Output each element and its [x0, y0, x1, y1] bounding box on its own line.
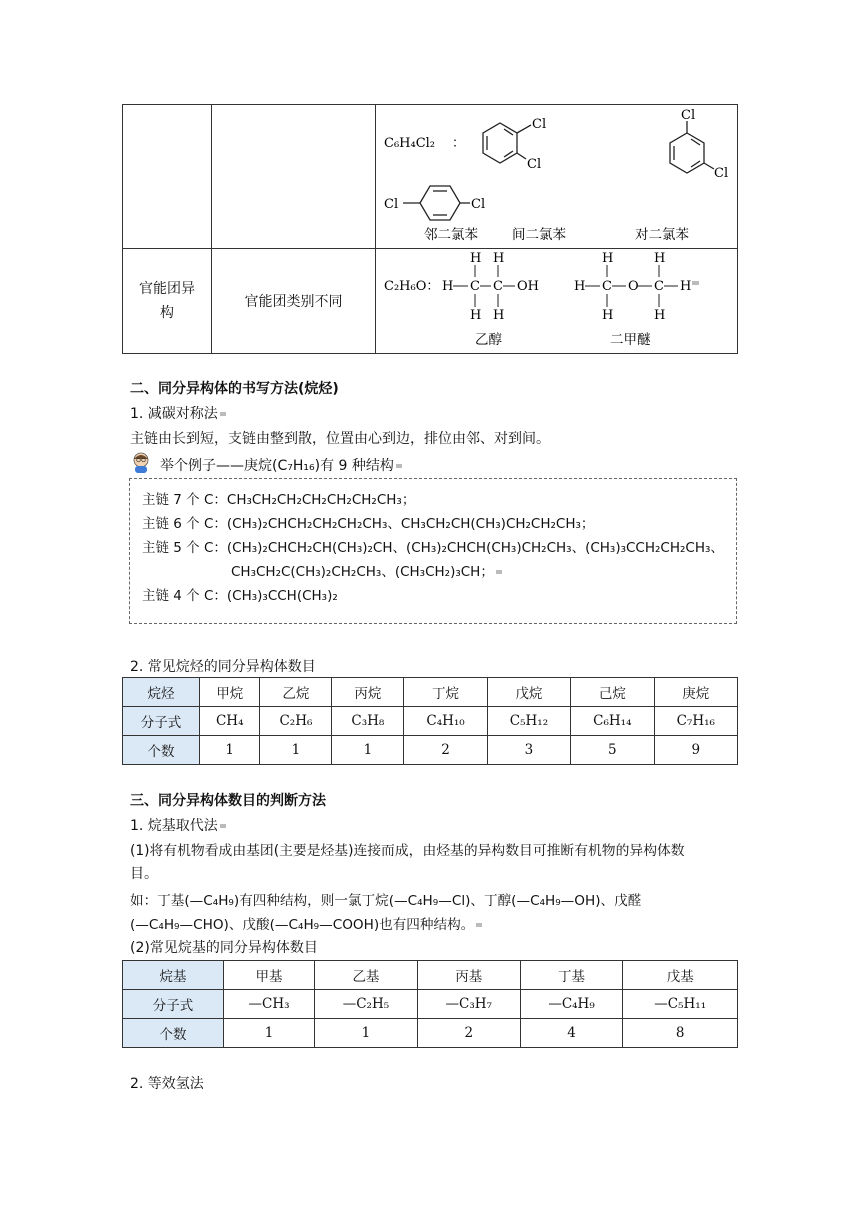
table-header-cell: 己烷: [571, 678, 654, 707]
subheading-carbon-reduction: 1. 减碳对称法: [130, 403, 226, 423]
svg-text:H: H: [442, 279, 454, 294]
alkyl-isomer-table: [122, 960, 738, 1048]
paragraph-3: (2)常见烷基的同分异构体数目: [130, 940, 318, 956]
formula-cell: C₂H₆: [260, 707, 332, 736]
formula-cell: C₃H₈: [332, 707, 404, 736]
count-cell: 2: [417, 1019, 520, 1048]
count-cell: 4: [520, 1019, 623, 1048]
svg-text:Cl: Cl: [681, 108, 696, 123]
formula-c6h4cl2: C₆H₄Cl₂: [384, 136, 436, 151]
count-cell: 2: [404, 736, 487, 765]
count-cell: 1: [332, 736, 404, 765]
row-label: 个数: [123, 1019, 224, 1048]
ortho-name: 邻二氯苯: [424, 227, 478, 243]
rule-text: 主链由长到短，支链由整到散，位置由心到边，排位由邻、对到间。: [130, 431, 550, 447]
formula-cell: —CH₃: [224, 990, 315, 1019]
isomer-type-table: [122, 104, 738, 354]
svg-text:H: H: [493, 251, 505, 266]
svg-text:H: H: [602, 308, 614, 323]
svg-text:H: H: [574, 279, 586, 294]
count-cell: 5: [571, 736, 654, 765]
svg-text:H: H: [654, 251, 666, 266]
row-label: 分子式: [123, 990, 224, 1019]
cartoon-avatar-icon: [130, 451, 152, 473]
table-header-cell: 烷烃: [123, 678, 200, 707]
svg-text:Cl: Cl: [714, 166, 729, 181]
alkane-isomer-table: [122, 677, 738, 765]
ethanol-name: 乙醇: [475, 332, 502, 348]
svg-text:C: C: [470, 279, 480, 294]
formula-cell: C₇H₁₆: [654, 707, 737, 736]
chain5-line: 主链 5 个 C：(CH₃)₂CHCH₂CH(CH₃)₂CH、(CH₃)₂CHCH(CH₃)CH₂CH₃、(CH₃)₃CCH₂CH₂CH₃、: [142, 540, 724, 556]
functional-isomer-desc: 官能团类别不同: [212, 249, 376, 354]
row-label: 分子式: [123, 707, 200, 736]
formula-cell: —C₄H₉: [520, 990, 623, 1019]
formula-cell: CH₄: [200, 707, 260, 736]
table-cell-empty: [212, 105, 376, 249]
svg-text:H: H: [493, 308, 505, 323]
table-header-cell: 戊烷: [487, 678, 570, 707]
table-header-cell: 丁基: [520, 961, 623, 990]
formula-cell: C₆H₁₄: [571, 707, 654, 736]
table-header-cell: 烷基: [123, 961, 224, 990]
table-header-cell: 甲基: [224, 961, 315, 990]
subheading-equivalent-hydrogen: 2. 等效氢法: [130, 1076, 204, 1092]
formula-cell: C₅H₁₂: [487, 707, 570, 736]
ethanol-structure-icon: [442, 251, 539, 323]
ethanol-ether-cell: [376, 249, 738, 354]
meta-name: 间二氯苯: [512, 227, 566, 243]
table-cell-empty: [123, 105, 212, 249]
section2-heading: 二、同分异构体的书写方法(烷烃): [130, 381, 339, 397]
chain7-line: 主链 7 个 C：CH₃CH₂CH₂CH₂CH₂CH₂CH₃；: [142, 492, 416, 508]
dichlorobenzene-structures: [376, 105, 738, 249]
svg-text:C: C: [602, 279, 612, 294]
count-cell: 3: [487, 736, 570, 765]
section3-heading: 三、同分异构体数目的判断方法: [130, 793, 326, 809]
paragraph-1b: 目。: [130, 866, 158, 882]
svg-text:H: H: [654, 308, 666, 323]
row-label: 个数: [123, 736, 200, 765]
count-cell: 1: [200, 736, 260, 765]
count-cell: 9: [654, 736, 737, 765]
table-header-cell: 丙基: [417, 961, 520, 990]
table-header-cell: 乙烷: [260, 678, 332, 707]
paragraph-2b: (—C₄H₉—CHO)、戊酸(—C₄H₉—COOH)也有四种结构。: [130, 913, 482, 933]
formula-cell: —C₅H₁₁: [623, 990, 738, 1019]
formula-cell: C₄H₁₀: [404, 707, 487, 736]
ethanol-dimethylether-structures: [376, 249, 738, 354]
svg-text:H: H: [470, 251, 482, 266]
subheading-alkane-count: 2. 常见烷烃的同分异构体数目: [130, 659, 316, 675]
count-cell: 1: [260, 736, 332, 765]
table-header-cell: 乙基: [315, 961, 418, 990]
formula-c2h6o: C₂H₆O：: [384, 279, 440, 294]
dimethylether-name: 二甲醚: [610, 332, 651, 348]
chain5-line-cont: CH₃CH₂C(CH₃)₂CH₂CH₃、(CH₃CH₂)₃CH；: [231, 560, 502, 580]
svg-text:H: H: [680, 279, 692, 294]
chain6-line: 主链 6 个 C：(CH₃)₂CHCH₂CH₂CH₂CH₃、CH₃CH₂CH(CH₃)CH₂CH₂CH₃；: [142, 516, 595, 532]
svg-text:C: C: [493, 279, 503, 294]
svg-text:Cl: Cl: [471, 197, 486, 212]
example-intro: 举个例子——庚烷(C₇H₁₆)有 9 种结构: [160, 455, 402, 475]
count-cell: 1: [315, 1019, 418, 1048]
subheading-alkyl-substitution: 1. 烷基取代法: [130, 815, 226, 835]
table-header-cell: 丙烷: [332, 678, 404, 707]
table-header-cell: 庚烷: [654, 678, 737, 707]
ortho-dichlorobenzene-icon: [483, 123, 531, 163]
functional-isomer-label: 官能团异构: [123, 249, 212, 354]
chain4-line: 主链 4 个 C：(CH₃)₃CCH(CH₃)₂: [142, 588, 338, 604]
svg-text:Cl: Cl: [527, 157, 542, 172]
paragraph-1a: (1)将有机物看成由基团(主要是烃基)连接而成，由烃基的异构数目可推断有机物的异构体数: [130, 843, 685, 859]
svg-text:O: O: [628, 279, 639, 294]
svg-text:OH: OH: [517, 279, 539, 294]
svg-text:H: H: [470, 308, 482, 323]
meta-dichlorobenzene-icon: [670, 121, 714, 173]
table-header-cell: 甲烷: [200, 678, 260, 707]
para-dichlorobenzene-icon: [403, 186, 470, 220]
para-name: 对二氯苯: [635, 227, 689, 243]
svg-text:Cl: Cl: [384, 197, 399, 212]
table-header-cell: 丁烷: [404, 678, 487, 707]
dimethylether-structure-icon: [574, 251, 691, 323]
svg-text:H: H: [602, 251, 614, 266]
colon-text: ：: [452, 136, 466, 151]
formula-cell: —C₂H₅: [315, 990, 418, 1019]
svg-text:C: C: [654, 279, 664, 294]
count-cell: 8: [623, 1019, 738, 1048]
formula-cell: —C₃H₇: [417, 990, 520, 1019]
table-header-cell: 戊基: [623, 961, 738, 990]
dichlorobenzene-cell: [376, 105, 738, 249]
count-cell: 1: [224, 1019, 315, 1048]
paragraph-2a: 如：丁基(—C₄H₉)有四种结构，则一氯丁烷(—C₄H₉—Cl)、丁醇(—C₄H₉—OH)、戊醛: [130, 893, 642, 909]
svg-text:Cl: Cl: [532, 117, 547, 132]
